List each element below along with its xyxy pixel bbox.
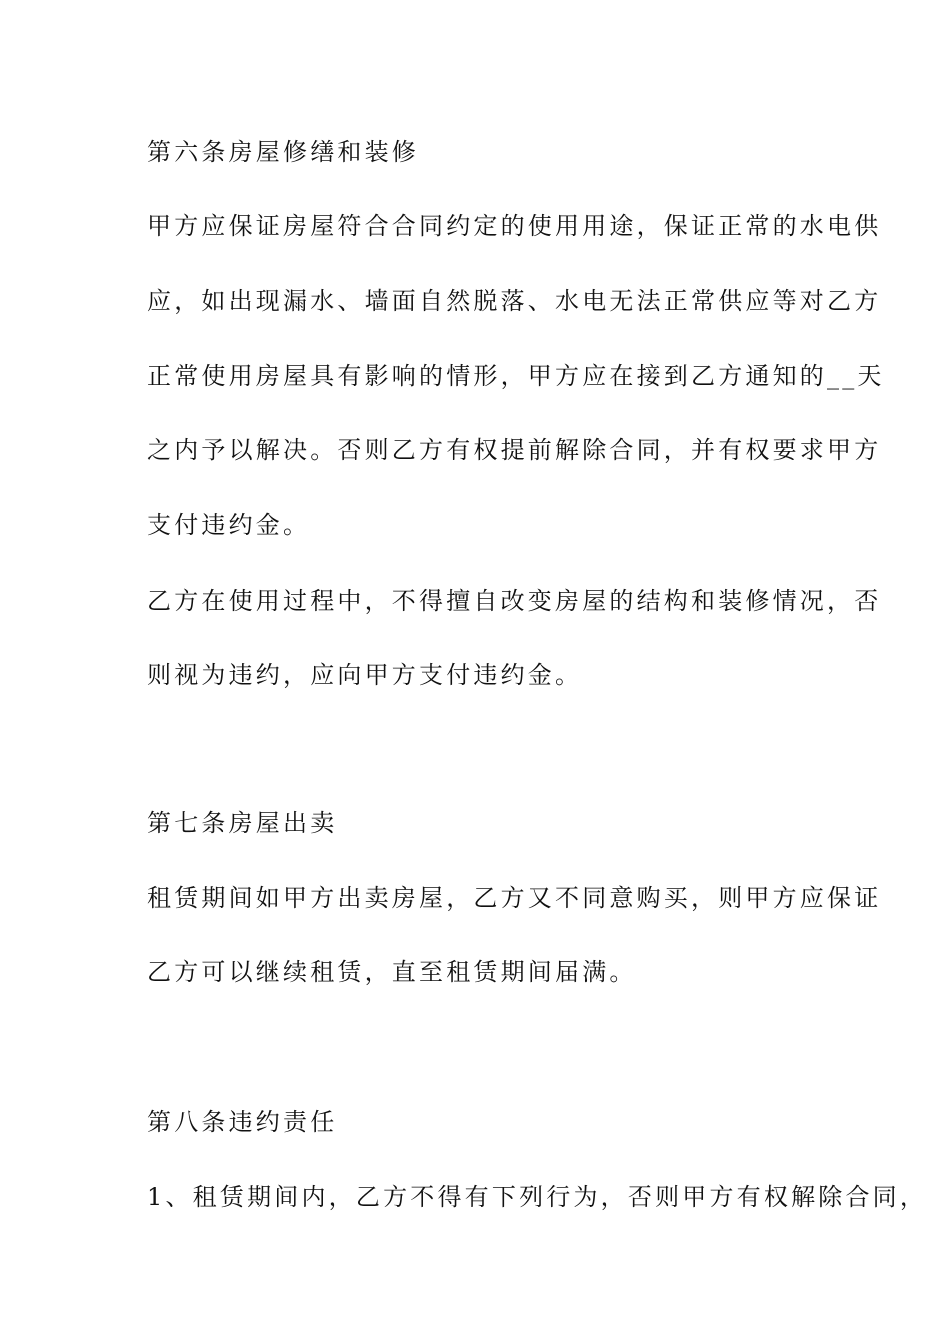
section-7-heading: 第七条房屋出卖	[147, 809, 338, 837]
paragraph-line: 之内予以解决。否则乙方有权提前解除合同，并有权要求甲方	[147, 436, 882, 464]
paragraph-line: 1、租赁期间内，乙方不得有下列行为，否则甲方有权解除合同，	[147, 1183, 928, 1211]
paragraph-line: 支付违约金。	[147, 511, 311, 539]
paragraph-line: 则视为违约，应向甲方支付违约金。	[147, 661, 583, 689]
paragraph-line: 租赁期间如甲方出卖房屋，乙方又不同意购买，则甲方应保证	[147, 884, 882, 912]
paragraph-line: 应，如出现漏水、墙面自然脱落、水电无法正常供应等对乙方	[147, 287, 882, 315]
paragraph-line: 甲方应保证房屋符合合同约定的使用用途，保证正常的水电供	[147, 212, 882, 240]
section-8-heading: 第八条违约责任	[147, 1108, 338, 1136]
section-6-heading: 第六条房屋修缮和装修	[147, 138, 419, 166]
paragraph-line: 乙方在使用过程中，不得擅自改变房屋的结构和装修情况，否	[147, 587, 882, 615]
paragraph-line: 乙方可以继续租赁，直至租赁期间届满。	[147, 958, 637, 986]
paragraph-line: 正常使用房屋具有影响的情形，甲方应在接到乙方通知的__天	[147, 362, 885, 390]
